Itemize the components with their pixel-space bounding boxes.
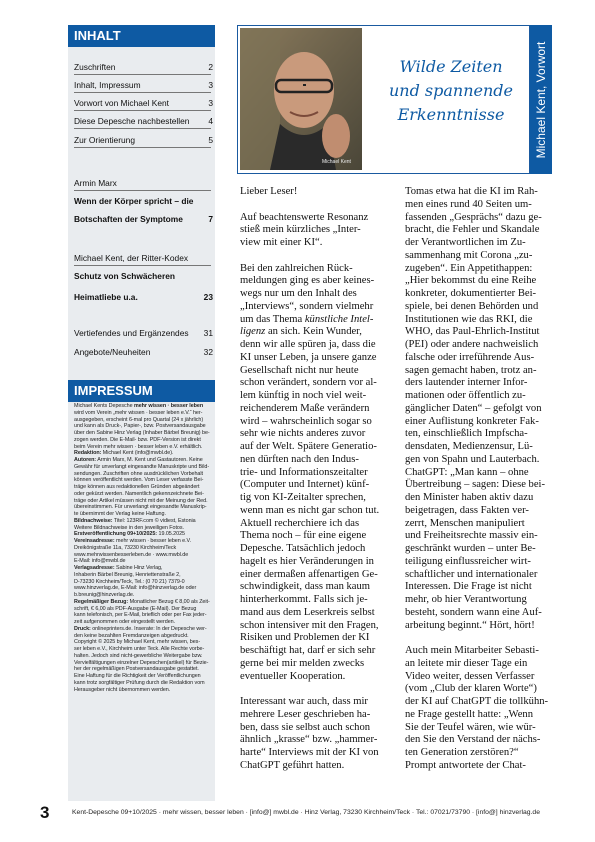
text-line: teiligung einflussreicher wirt- — [405, 555, 531, 567]
text-line: men eines rund 40 Seiten um- — [405, 198, 532, 210]
impressum-line: halten. Jedoch sind nicht-gewerbliche Weitergabe bzw. — [74, 652, 203, 659]
toc-page-number: 4 — [208, 116, 213, 126]
text-line: gänglicher Daten“ – gefolgt von — [405, 402, 542, 414]
impressum-line: Copyright © 2025 by Michael Kent, mehr wissen, bes- — [74, 639, 201, 646]
impressum-line: kann telefonisch, per E-Mail, brieflich oder per Fax jeder- — [74, 612, 207, 619]
impressum-line: Bildnachweise: Titel: 123RF.com © vidiest, Estonia — [74, 517, 196, 524]
text-line: Video weiter, dessen Verfasser — [405, 670, 535, 682]
text-line: spiele, bei denen Behörden und — [405, 300, 539, 312]
impressum-line: zeit aufgenommen oder eingestellt werden. — [74, 619, 176, 625]
impressum-line: Vereinsadresse: mehr wissen · besser leben e.V. — [74, 538, 192, 544]
impressum-line: Druck: onlineprinters.de. Inserate: In der Depesche wer- — [74, 625, 207, 632]
headline-line-3: Erkenntnisse — [397, 105, 505, 124]
impressum-line: zogen werden. Die E-Mail- bzw. PDF-Version ist direkt — [74, 436, 201, 443]
toc-item[interactable] — [74, 98, 213, 108]
text-line: arbeitung beginnt.“ Hört, hört! — [405, 619, 535, 631]
text-line: zerrt, Menschen manipuliert — [405, 517, 525, 529]
impressum-line: Herausgeber nicht übernommen werden. — [74, 686, 171, 693]
author-portrait-image — [240, 28, 362, 170]
footer-text: Kent-Depesche 09+10/2025 · mehr wissen, besser leben · [info@] mwbl.de · Hinz Verlag, 73230 Kirchheim/Teck · Tel.: 07021/73790 · [info@] hinzverlag.de — [72, 809, 540, 816]
text-line — [405, 632, 550, 645]
impressum-line: Vervielfältigungen einzelner Depeschen(artikel) für Bezie- — [74, 659, 209, 666]
impressum-line: ausgegeben, erscheint 6-mal pro Quartal (24 x jährlich) — [74, 416, 204, 423]
body-column-left — [240, 186, 385, 773]
text-line: besteht, sondern wann eine Auf- — [405, 606, 542, 618]
text-line: geschränkt wurden – unter Be- — [405, 543, 536, 554]
text-line: wegs nur um den Inhalt des — [240, 288, 357, 299]
text-line: wenn man es nicht gar schon tut. — [240, 504, 380, 516]
toc-page-number: 7 — [208, 214, 213, 224]
impressum-line: Autoren: Armin Marx, M. Kent und Gastautoren. Keine — [74, 457, 203, 463]
photo-caption: Michael Kent — [322, 159, 351, 165]
text-line: Sie der Teufel wären, wie wür- — [405, 721, 536, 733]
text-line: KI unser Leben, ja unsere ganze — [240, 351, 377, 363]
text-line: ChatGPT: „Man kann – ohne — [405, 466, 529, 478]
text-line: mehrere Leser geschrieben ha- — [240, 708, 371, 720]
impressum-line: Redaktion: Michael Kent (info@mwbl.de). — [74, 450, 174, 457]
impressum-line: Weitere Bildnachweise in den jeweiligen Fotos. — [74, 524, 184, 531]
text-line: ne Frage gestellt hatte: „Wenn — [405, 708, 533, 720]
toc-page-number: 31 — [203, 328, 213, 338]
text-line: Thema noch – für eine eigene — [240, 530, 367, 542]
toc-label: Schutz von Schwächeren — [74, 271, 175, 281]
impressum-heading: IMPRESSUM — [68, 380, 215, 402]
text-line: sammenhang mit Corona „zu- — [405, 249, 533, 261]
text-line: eventueller Kooperation. — [240, 670, 346, 682]
divider — [74, 74, 211, 75]
impressum-line: träge können aus redaktionellen Gründen abgeändert — [74, 484, 200, 490]
impressum-line: oder gekürzt werden. Namentlich gekennzeichnete Bei- — [74, 490, 204, 497]
impressum-line: Dreikönigstraße 11a, 73230 Kirchheim/Teck — [74, 544, 177, 551]
text-line: denn wir alle spüren ja, dass die — [240, 339, 376, 350]
text-line: Bei den zahlreichen Rück- — [240, 262, 353, 274]
text-line — [240, 199, 385, 212]
impressum-line: E-Mail: info@mwbl.de — [74, 558, 126, 565]
toc-article-author[interactable] — [74, 178, 213, 188]
text-line: wird – wahrscheinlich sogar so — [240, 415, 372, 427]
toc-label: Armin Marx — [74, 178, 117, 188]
toc-page-number: 23 — [203, 292, 213, 302]
impressum-line: b.breunig@hinzverlag.de. — [74, 592, 135, 598]
text-line: Tomas etwa hat die KI im Rah- — [405, 186, 538, 197]
impressum-line: Regelmäßiger Bezug: Monatlicher Bezug € 8,00 als Zeit- — [74, 598, 210, 605]
text-line: den Sie den Verstand der nächs- — [405, 734, 541, 746]
toc-label: Michael Kent, der Ritter-Kodex — [74, 253, 189, 263]
text-line: Institutionen wie das RKI, die — [405, 313, 533, 325]
toc-item[interactable] — [74, 80, 213, 90]
text-line: um das Thema künstliche Intel- — [240, 313, 374, 325]
text-line: schon intensiver mit den Fragen, — [240, 619, 379, 631]
divider — [74, 265, 211, 266]
text-line: Interessen. Die Frage ist nicht — [405, 581, 532, 593]
text-line: ähnlich „krasse“ bzw. „hammer- — [240, 734, 378, 746]
toc-label: Heimatliebe u.a. — [74, 292, 138, 302]
impressum-line: können veröffentlicht werden. Vom Leser verfasste Bei- — [74, 477, 204, 484]
toc-label: Diese Depesche nachbestellen — [74, 116, 190, 126]
text-line: „Interviews“, sondern vielmehr — [240, 300, 374, 312]
body-column-right — [405, 186, 550, 773]
impressum-line: Erstveröffentlichung 09+10/2025: 19.05.2025 — [74, 531, 185, 538]
text-line: Aktuell recherchiere ich das — [240, 517, 360, 529]
headline-line-2: und spannende — [388, 81, 514, 100]
impressum-line: übereinstimmen. Für unverlangt eingesandte Manuskrip- — [74, 504, 207, 511]
text-line: beigetragen, dass Fakten ver- — [405, 504, 529, 516]
text-line: (PEI) oder andere nachweislich — [405, 339, 539, 350]
text-line: mand aus dem Leserkreis selbst — [240, 606, 375, 618]
toc-item[interactable] — [74, 116, 213, 126]
text-line: gerne bei mir melden zwecks — [240, 657, 365, 669]
toc-page-number: 5 — [208, 135, 213, 145]
text-line: auf der Welt. Spätere Generatio- — [240, 441, 377, 452]
inhalt-section — [68, 25, 215, 47]
toc-article-title[interactable] — [74, 292, 213, 302]
text-line: zugeben“. Ein Appetithappen: — [405, 262, 533, 274]
toc-label: Zuschriften — [74, 62, 116, 72]
text-line: hagelt es hier Veränderungen in — [240, 555, 374, 567]
text-line: ten Generation zerstören?“ — [405, 747, 519, 758]
text-line: mehr, ob hier Verantwortung — [405, 594, 527, 605]
text-line: mationen oder öffentlich zu- — [405, 390, 526, 401]
divider — [74, 110, 211, 111]
text-line: Prompt antwortete der Chat- — [405, 759, 526, 771]
text-line: fassenden „Gesprächs“ dazu ge- — [405, 211, 542, 223]
text-line — [240, 250, 385, 263]
text-line: an leitete mir dieser Tage ein — [405, 657, 528, 669]
text-line — [240, 683, 385, 696]
text-line: der Verantwortlichen im Zu- — [405, 237, 526, 248]
toc-label: Vorwort von Michael Kent — [74, 98, 169, 108]
impressum-line: wird vom Verein „mehr wissen · besser leben e.V.“ her- — [74, 409, 203, 416]
text-line: Risiken und Problemen der KI — [240, 632, 370, 644]
text-line: Übertreibung – sagen: Diese bei- — [405, 479, 546, 491]
headline — [375, 55, 527, 127]
impressum-line: Eine Haftung für die Richtigkeit der Veröffentlichungen — [74, 673, 201, 679]
impressum-line: sendungen. Zuschriften ohne ausdrücklichen Vorbehalt — [74, 470, 203, 477]
text-line: der KI auf ChatGPT die tollkühn- — [405, 696, 549, 707]
toc-page-number: 32 — [203, 347, 213, 357]
divider — [74, 92, 211, 93]
impressum-line: Gewähr für unverlangt eingesandte Manuskripte und Bild- — [74, 463, 210, 470]
text-line: ten, einschließlich Impfscha- — [405, 428, 528, 440]
footer — [40, 803, 555, 825]
impressum-section — [68, 380, 203, 402]
impressum-line: te übernimmt der Verlag keine Haftung. — [74, 511, 166, 517]
text-line: hinterherkommt. Falls sich je- — [240, 594, 368, 605]
text-line: WHO, das Paul-Ehrlich-Institut — [405, 326, 540, 338]
text-line: meldungen ging es aber keines- — [240, 275, 375, 287]
text-line: (vom „Club der klaren Worte“) — [405, 683, 537, 695]
toc-article-title[interactable] — [74, 271, 213, 281]
text-line: densdaten, Medienzensur, Lü- — [405, 441, 533, 452]
divider — [74, 190, 211, 191]
toc-item[interactable] — [74, 135, 213, 145]
impressum-line: Verlagsadresse: Sabine Hinz Verlag, — [74, 565, 163, 571]
page-number: 3 — [40, 803, 50, 822]
text-line: Gesellschaft nicht nur heute — [240, 364, 359, 376]
toc-label: Inhalt, Impressum — [74, 80, 141, 90]
impressum-line: D-73230 Kirchheim/Teck, Tel.: (0 70 21) 7379-0 — [74, 578, 185, 585]
text-line: Interessant war auch, dass mir — [240, 696, 368, 707]
impressum-line: den keine bezahlten Fremdanzeigen abgedruckt. — [74, 632, 189, 639]
toc-article-title[interactable] — [74, 214, 213, 224]
text-line: lem künftig in noch viel weit- — [240, 390, 367, 401]
text-line: beschäftigt hat, darf er sich sehr — [240, 645, 376, 656]
text-line: nen dürften nach den Indus- — [240, 453, 359, 465]
toc-article-title[interactable] — [74, 196, 213, 206]
impressum-line: her der regelmäßigen Postversandausgabe gestattet. — [74, 666, 199, 673]
divider — [74, 147, 211, 148]
impressum-line: kann trotz sorgfältiger Prüfung durch die Redaktion vom — [74, 679, 205, 686]
headline-line-1: Wilde Zeiten — [399, 57, 503, 76]
toc-page-number: 3 — [208, 98, 213, 108]
toc-item[interactable] — [74, 62, 213, 72]
toc-label: Vertiefendes und Ergänzendes — [74, 328, 189, 338]
text-line: (Computer und Internet) künf- — [240, 479, 370, 491]
author-photo — [240, 28, 362, 170]
impressum-line: schrift, € 6,00 als PDF-Ausgabe (E-Mail). Der Bezug — [74, 605, 197, 612]
impressum-line: www.mehrwissenbesserleben.de · www.mwbl.de — [74, 551, 189, 558]
text-line: schon verändert, sondern vor al- — [240, 377, 377, 389]
text-line: Auch mein Mitarbeiter Sebasti- — [405, 645, 539, 656]
text-line: sehr wie nichts anderes zuvor — [240, 428, 366, 440]
text-line: Lieber Leser! — [240, 186, 298, 197]
text-line: und Freiheitsrechte massiv ein- — [405, 530, 538, 542]
text-line: ligenz an sich. Kein Wunder, — [240, 326, 362, 338]
text-line: tig von KI-Zeitalter sprechen, — [240, 492, 366, 503]
text-line: trie- und Informationszeitalter — [240, 466, 368, 478]
toc-label: Zur Orientierung — [74, 135, 135, 145]
toc-item[interactable] — [74, 328, 213, 338]
text-line: ders lautender interner Infor- — [405, 377, 528, 389]
toc-item[interactable] — [74, 347, 213, 357]
text-line: „Hier bekommst du eine Reihe — [405, 275, 537, 287]
text-line: ben, dass sie selbst auch schon — [240, 721, 371, 733]
text-line: view mit einer KI“. — [240, 237, 323, 248]
impressum-line: ser leben e.V., Kirchheim unter Teck. Alle Rechte vorbe- — [74, 646, 205, 652]
impressum-line: Inhaberin Bärbel Breunig, Henriettenstraße 2, — [74, 571, 181, 578]
text-line: reichenderem Maße verändern — [240, 402, 370, 414]
impressum-line: www.hinzverlag.de, E-Mail: info@hinzverlag.de oder — [74, 585, 197, 592]
inhalt-heading: INHALT — [68, 25, 215, 47]
toc-page-number: 3 — [208, 80, 213, 90]
text-line: konkreter, dokumentierter Bei- — [405, 288, 537, 299]
toc-page-number: 2 — [208, 62, 213, 72]
toc-article-author[interactable] — [74, 253, 213, 263]
section-tab — [530, 25, 552, 174]
impressum-line: und kann als Druck-, Papier-, bzw. Postversandausgabe — [74, 423, 206, 430]
toc-label: Angebote/Neuheiten — [74, 347, 151, 357]
divider — [74, 128, 211, 129]
impressum-line: beim Verein mehr wissen · besser leben e.V. erhältlich. — [74, 443, 203, 450]
impressum-line: träge oder Artikel müssen nicht mit der Meinung der Red. — [74, 497, 208, 504]
text-line: einer dermaßen affenartigen Ge- — [240, 568, 378, 580]
text-line: gen von Spahn und Lauterbach. — [405, 453, 540, 465]
text-line: einer Auflistung konkreter Fak- — [405, 415, 539, 427]
text-line: den Minister haben aktiv dazu — [405, 492, 534, 503]
impressum-line: Michael Kents Depesche mehr wissen · besser leben — [74, 403, 204, 409]
text-line: Depesche. Tatsächlich jedoch — [240, 543, 366, 554]
text-line: bracht, die Fehler und Skandale — [405, 224, 540, 236]
impressum-line: über den Sabine Hinz Verlag (Inhaber Bärbel Breunig) be- — [74, 430, 210, 436]
text-line: Auf beachtenswerte Resonanz — [240, 211, 369, 223]
impressum-text — [74, 403, 212, 693]
toc-label: Wenn der Körper spricht – die — [74, 196, 194, 206]
text-line: stieß mein kürzliches „Inter- — [240, 224, 361, 236]
section-tab-label: Michael Kent, Vorwort — [534, 41, 548, 158]
text-line: schwindigkeit, dass man kaum — [240, 581, 371, 593]
text-line: harte“ Interviews mit der KI von — [240, 747, 379, 758]
text-line: sagen gemacht haben, trotz an- — [405, 364, 537, 376]
text-line: schaftlicher und internationaler — [405, 568, 538, 580]
toc-label: Botschaften der Symptome — [74, 214, 183, 224]
text-line: falsche oder irreführende Aus- — [405, 351, 535, 363]
text-line: ChatGPT geführt hatten. — [240, 759, 345, 771]
